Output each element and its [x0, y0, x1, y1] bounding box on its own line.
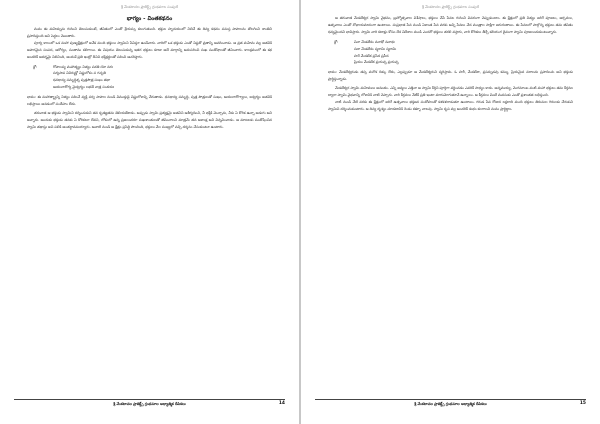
footer-text: శ్రీ వేంకటాచల ప్రాజెక్ట్స్ గ్రంథమాల ఆధ్యాత్మిక దీపికలు [414, 402, 487, 406]
verse-label: శ్లో: [334, 39, 339, 44]
footer-text: శ్రీ వేంకటాచల ప్రాజెక్ట్స్ గ్రంథమాల ఆధ్యాత్మిక దీపికలు [113, 402, 186, 406]
right-page [301, 0, 600, 424]
running-head: శ్రీ వేంకటాచల ప్రాజెక్ట్స్ గ్రంథమాల సంపుటి [421, 5, 479, 9]
verse-block [27, 64, 272, 92]
verse-label: శ్లో: [33, 64, 38, 69]
verse-line: ధనధాన్య సమృద్ధిశ్చ పుత్రపౌత్ర సుఖం తథా [53, 78, 111, 83]
verse-line: ప్రియం వేంకటేశ ప్రయచ్ఛ ప్రయచ్ఛ [354, 60, 399, 65]
verse-block [328, 39, 573, 67]
page-footer [315, 399, 586, 410]
paragraph: వేంకటేశ్వర స్వామి మహిమలు అనంతం. ఎన్ని జన్మలు ఎత్తినా ఆ స్వామి కీర్తిని పూర్తిగా వర్ణించడం ఎవరికీ సాధ్యం కాదు. అన్నమయ్య, వెంగమాంబ వంటి మహా భక్తులు తమ కీర్తనల ద్వారా స్వామి వైభవాన్ని లోకానికి చాటి చెప్పారు. వారి కీర్తనలు నేటికీ ప్రతి ఇంటా మారుమోగుతూనే ఉన్నాయి. ఆ కీర్తనలు వింటే మనసుకు ఎంతో ప్రశాంతత లభిస్తుంది. [328, 86, 573, 98]
verse-line: గోపాలస్య మహాత్మ్యం నిత్యం పఠతి యో నరః [53, 64, 113, 69]
left-page [0, 0, 299, 424]
page-number: 14 [278, 401, 285, 406]
verse-meaning: భావం: ఈ మహాత్మ్యాన్ని నిత్యం పఠించే వ్యక్తి సర్వ పాపాల నుండి విముక్తుడై విష్ణులోకాన్ని చేరుతాడు. ధనధాన్య సమృద్ధి, పుత్ర పౌత్రులతో సుఖం, ఆయురారోగ్యాలు, ఐశ్వర్యం అతనికి లభిస్తాయి అనడంలో సందేహం లేదు. [27, 95, 272, 107]
verse-line: సర్వపాప వినిర్ముక్తో విష్ణులోకం స గచ్ఛతి [53, 71, 106, 76]
verse-line: సదా వేంకటేశం స్మరామి స్మరామి [354, 46, 397, 51]
chapter-title: భాగ్యం - వింతకథనం [126, 16, 173, 22]
paragraph: పూర్వ కాలంలో ఒక మహా పుణ్యక్షేత్రంలో అనేక మంది భక్తులు స్వామిని సేవిస్తూ ఉండేవారు. వారిలో ఒక భక్తుడు ఎంతో నిష్ఠతో వ్రతాన్ని ఆచరించాడు. ఆ వ్రత మహిమ వల్ల అతనికి అపారమైన సంపద, ఆరోగ్యం, సంతానం కలిగాయి. ఈ విషయం తెలుసుకున్న ఇతర భక్తులు కూడా అదే మార్గాన్ని అనుసరించి సుఖ సంతోషాలతో జీవించారు. కాలక్రమంలో ఈ కథ అందరికీ ఆదర్శమై నిలిచింది, అందుకే ప్రతి ఇంట్లో దీనిని భక్తిశ్రద్ధలతో పఠించి ఆచరిస్తారు. [27, 40, 272, 59]
page-body [27, 15, 272, 394]
verse-meaning: భావం: వేంకటేశ్వరుడు తప్ప మరొక దిక్కు లేదు, ఎల్లప్పుడూ ఆ వేంకటేశ్వరుని స్మరిస్తాను. ఓ హరీ, వేంకటేశా, ప్రసన్నుడవు కమ్ము, ప్రియమైన వరాలను ప్రసాదించు అని భక్తుడు ప్రార్థిస్తున్నాడు. [328, 70, 573, 82]
page-body [328, 15, 573, 394]
verse-line: ఆయురారోగ్య మైశ్వర్యం లభతే నాత్ర సంశయః [53, 85, 115, 90]
verse-line: హరే వేంకటేశ ప్రసీద ప్రసీద [354, 53, 389, 58]
paragraph: తరువాత ఆ భక్తుడు స్వామిని దర్శించుకుని తన కృతజ్ఞతను తెలియజేశాడు. అప్పుడు స్వామి ప్రత్యక్షమై అతనిని ఆశీర్వదించి, నీ భక్తికి మెచ్చాను, నీకు ఏ కోరిక ఉన్నా అడుగు అని అన్నారు. అందుకు భక్తుడు తనకు ఏ కోరికలూ లేవని, లోకంలో ఉన్న ప్రజలందరూ సుఖశాంతులతో జీవించాలని మాత్రమే తన ఆకాంక్ష అని విన్నవించాడు. ఆ మాటలకు సంతోషించిన స్వామి తథాస్తు అని పలికి అంతర్థానమయ్యారు. ఆనాటి నుండి ఆ క్షేత్రం ప్రసిద్ధి పొందింది, భక్తులు వేల సంఖ్యలో వచ్చి దర్శనం చేసుకుంటూ ఉంటారు. [27, 110, 272, 129]
page-footer [14, 399, 285, 410]
running-head: శ్రీ వేంకటాచల ప్రాజెక్ట్స్ గ్రంథమాల సంపుటి [120, 5, 178, 9]
verse-line: వినా వేంకటేశం ననాథో ననాథః [354, 39, 395, 44]
paragraph: నాటి నుండి నేటి వరకు ఈ క్షేత్రంలో జరిగే ఉత్సవాలు భక్తజన సందోహంతో కళకళలాడుతూ ఉంటాయి. గరుడ సేవ రోజున లక్షలాది మంది భక్తులు తిరుమల గిరులకు చేరుకుని స్వామిని దర్శించుకుంటారు. ఆ దివ్య దృశ్యం చూడటానికి రెండు కళ్ళూ చాలవు. స్వామి కృప వల్ల అందరికీ శుభం కలగాలని మనం ప్రార్థిద్దాం. [328, 99, 573, 111]
paragraph: మనం ఈ మహిమ్నను గురించి తెలుసుకుంటే, జీవితంలో ఎంతో శ్రేయస్సు కలుగుతుంది. భక్తుల హృదయంలో నిలిచే ఈ దివ్య కథనం సమస్త పాపాలను తొలగించి శాంతిని ప్రసాదిస్తుంది అని పెద్దలు చెబుతారు. [27, 27, 272, 38]
page-number: 15 [579, 401, 586, 406]
paragraph: ఆ తరువాత వేంకటేశ్వర స్వామి వైభవం, బ్రహ్మోత్సవాల విశేషాలు, భక్తులు చేసే సేవల గురించి వివరంగా చెప్పుకుందాం. ఈ క్షేత్రంలో ప్రతి నిత్యం జరిగే పూజలు, అర్చనలు, ఉత్సవాలు ఎంతో శోభాయమానంగా ఉంటాయి. సుప్రభాత సేవ నుండి ఏకాంత సేవ వరకు అన్ని సేవలు వేద మంత్రాల సాక్షిగా జరుగుతాయి. ఈ సేవలలో పాల్గొన్న భక్తులు తమ జీవితం ధన్యమైందని భావిస్తారు. స్వామి వారి కటాక్షం కోసం దేశ విదేశాల నుండి ఎందరో భక్తులు తరలి వస్తారు, వారి కోరికలు తీర్చే కలియుగ దైవంగా స్వామి పూజలందుకుంటున్నారు. [328, 16, 573, 34]
